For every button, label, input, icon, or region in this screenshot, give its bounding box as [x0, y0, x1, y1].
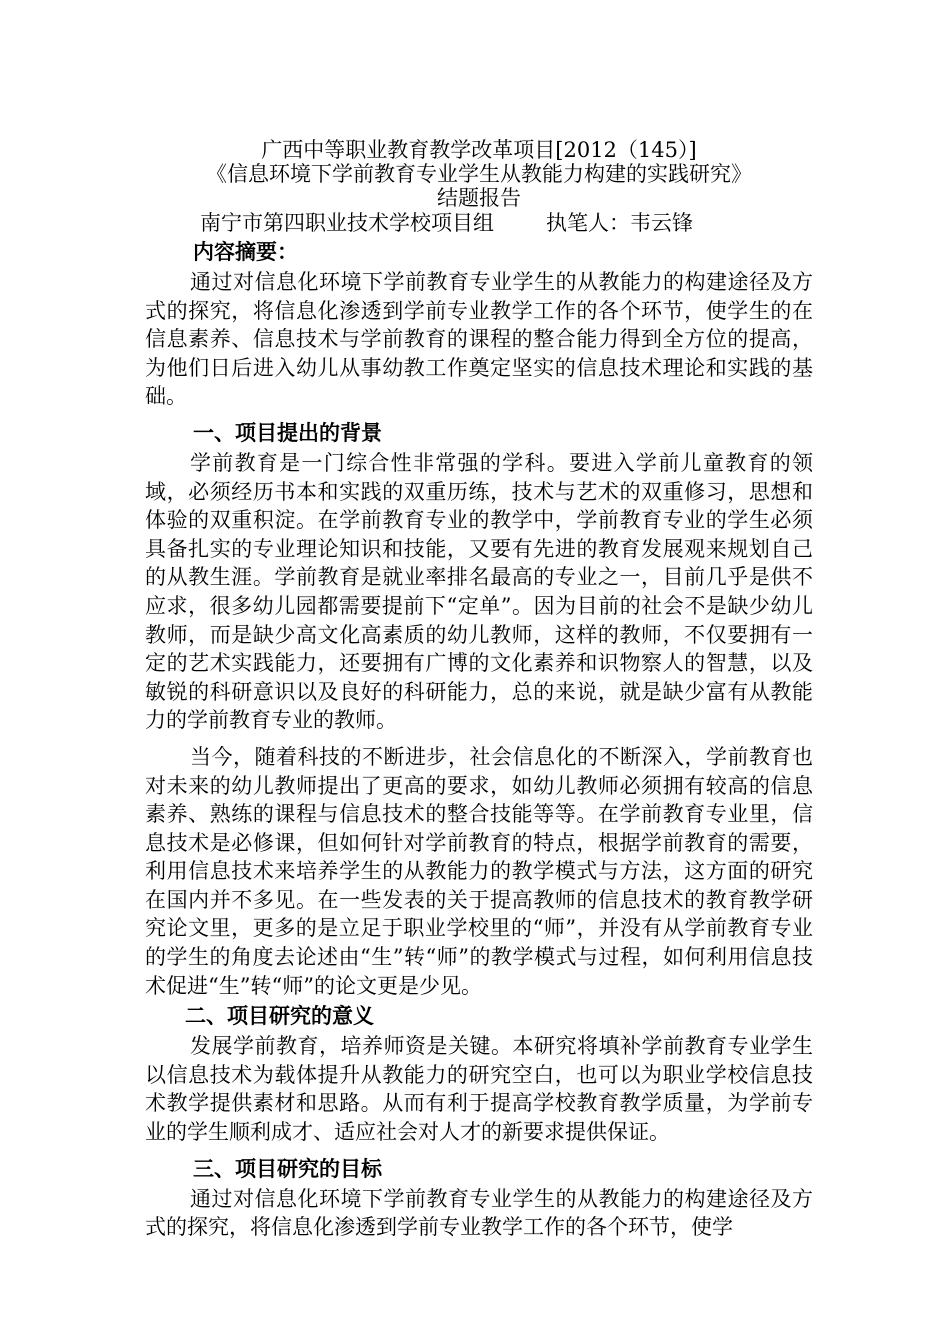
- report-subject-title: 《信息环境下学前教育专业学生从教能力构建的实践研究》: [206, 162, 752, 186]
- section-heading-background: 一、项目提出的背景: [193, 419, 382, 445]
- author-name: 执笔人：韦云锋: [546, 211, 693, 235]
- significance-paragraph: 发展学前教育，培养师资是关键。本研究将填补学前教育专业学生以信息技术为载体提升从教能力的研究空白，也可以为职业学校信息技术教学提供素材和思路。从而有利于提高学校教育教学质量，为学前专业的学生顺利成才、适应社会对人才的新要求提供保证。: [145, 1034, 813, 1145]
- section-heading-goals: 三、项目研究的目标: [193, 1155, 382, 1181]
- background-paragraph-2: 当今，随着科技的不断进步，社会信息化的不断深入，学前教育也对未来的幼儿教师提出了更高的要求，如幼儿教师必须拥有较高的信息素养、熟练的课程与信息技术的整合技能等等。在学前教育专业里，信息技术是必修课，但如何针对学前教育的特点，根据学前教育的需要，利用信息技术来培养学生的从教能力的教学模式与方法，这方面的研究在国内并不多见。在一些发表的关于提高教师的信息技术的教育教学研究论文里，更多的是立足于职业学校里的“师”，并没有从学前教育专业的学生的角度去论述由“生”转“师”的教学模式与过程，如何利用信息技术促进“生”转“师”的论文更是少见。: [145, 744, 813, 998]
- abstract-paragraph: 通过对信息化环境下学前教育专业学生的从教能力的构建途径及方式的探究，将信息化渗透到学前专业教学工作的各个环节，使学生的在信息素养、信息技术与学前教育的课程的整合能力得到全方位的提高，为他们日后进入幼儿从事幼教工作奠定坚实的信息技术理论和实践的基础。: [145, 270, 813, 409]
- abstract-heading: 内容摘要：: [193, 239, 298, 264]
- project-title: 广西中等职业教育教学改革项目[2012（145）]: [261, 138, 697, 162]
- background-paragraph-1: 学前教育是一门综合性非常强的学科。要进入学前儿童教育的领域，必须经历书本和实践的双重历练，技术与艺术的双重修习，思想和体验的双重积淀。在学前教育专业的教学中，学前教育专业的学生必须具备扎实的专业理论知识和技能，又要有先进的教育发展观来规划自己的从教生涯。学前教育是就业率排名最高的专业之一，目前几乎是供不应求，很多幼儿园都需要提前下“定单”。因为目前的社会不是缺少幼儿教师，而是缺少高文化高素质的幼儿教师，这样的教师，不仅要拥有一定的艺术实践能力，还要拥有广博的文化素养和识物察人的智慧，以及敏锐的科研意识以及良好的科研能力，总的来说，就是缺少富有从教能力的学前教育专业的教师。: [145, 450, 813, 733]
- document-page: [145, 138, 813, 1242]
- goals-paragraph: 通过对信息化环境下学前教育专业学生的从教能力的构建途径及方式的探究，将信息化渗透到学前专业教学工作的各个环节，使学: [145, 1186, 813, 1240]
- section-heading-significance: 二、项目研究的意义: [185, 1003, 374, 1029]
- byline: [145, 210, 813, 236]
- report-type-title: 结题报告: [437, 186, 521, 210]
- organization-name: 南宁市第四职业技术学校项目组: [200, 211, 494, 235]
